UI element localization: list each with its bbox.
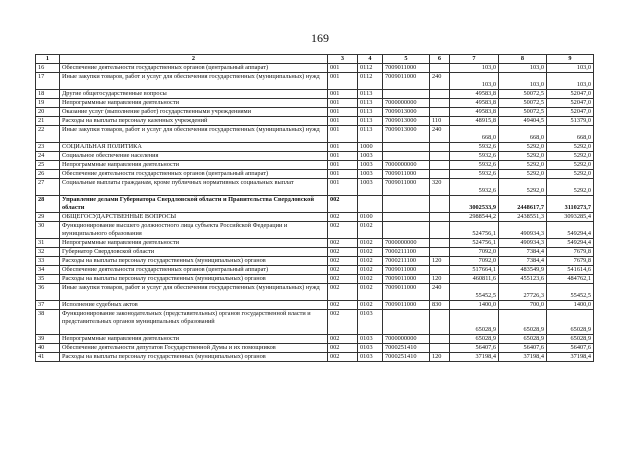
table-cell-n: 36 xyxy=(36,284,60,301)
table-cell-c4 xyxy=(358,196,383,213)
table-cell-c5: 7009011000 xyxy=(383,275,430,284)
table-cell-c5: 7009011000 xyxy=(383,170,430,179)
table-cell-c9: 7679,8 xyxy=(547,248,594,257)
table-cell-c5 xyxy=(383,222,430,239)
table-cell-name: Иные закупки товаров, работ и услуг для обеспечения государственных (муниципальных) нужд xyxy=(60,284,328,301)
table-cell-name: Управление делами Губернатора Свердловской области и Правительства Свердловской области xyxy=(60,196,328,213)
table-cell-c5 xyxy=(383,213,430,222)
table-cell-c5: 7000000000 xyxy=(383,239,430,248)
table-cell-c5: 7000211100 xyxy=(383,248,430,257)
table-cell-n: 19 xyxy=(36,99,60,108)
table-cell-n: 37 xyxy=(36,301,60,310)
table-cell-c3: 001 xyxy=(328,64,358,73)
table-cell-n: 22 xyxy=(36,126,60,143)
table-cell-c9: 52047,0 xyxy=(547,108,594,117)
table-cell-c9: 1400,0 xyxy=(547,301,594,310)
table-cell-c7: 668,0 xyxy=(450,126,499,143)
table-cell-c9: 3110273,7 xyxy=(547,196,594,213)
table-cell-c8: 103,0 xyxy=(499,73,547,90)
table-cell-c8: 5292,0 xyxy=(499,179,547,196)
table-row xyxy=(36,301,594,310)
table-cell-c3: 002 xyxy=(328,239,358,248)
table-cell-name: Непрограммные направления деятельности xyxy=(60,99,328,108)
column-header: 7 xyxy=(450,55,499,64)
table-cell-c4: 0102 xyxy=(358,222,383,239)
table-cell-c5: 7009011000 xyxy=(383,284,430,301)
table-cell-name: Расходы на выплаты персоналу государственных (муниципальных) органов xyxy=(60,353,328,362)
table-cell-n: 41 xyxy=(36,353,60,362)
table-cell-n: 27 xyxy=(36,179,60,196)
table-row xyxy=(36,239,594,248)
table-cell-c7: 7092,0 xyxy=(450,248,499,257)
table-cell-c8: 37198,4 xyxy=(499,353,547,362)
table-cell-c8: 490934,3 xyxy=(499,222,547,239)
table-cell-c9: 541614,6 xyxy=(547,266,594,275)
table-cell-c3: 002 xyxy=(328,213,358,222)
table-cell-c5: 7000000000 xyxy=(383,99,430,108)
table-cell-c6 xyxy=(430,344,450,353)
table-cell-name: Расходы на выплаты персоналу государственных (муниципальных) органов xyxy=(60,275,328,284)
table-cell-c3: 001 xyxy=(328,143,358,152)
table-cell-n: 34 xyxy=(36,266,60,275)
table-cell-c5: 7009013000 xyxy=(383,108,430,117)
table-cell-name: ОБЩЕГОСУДАРСТВЕННЫЕ ВОПРОСЫ xyxy=(60,213,328,222)
column-header: 8 xyxy=(499,55,547,64)
table-cell-c3: 002 xyxy=(328,353,358,362)
table-cell-c8: 65028,9 xyxy=(499,310,547,335)
table-cell-c7: 48915,8 xyxy=(450,117,499,126)
table-cell-c8: 50072,5 xyxy=(499,108,547,117)
table-cell-n: 39 xyxy=(36,335,60,344)
table-cell-c9: 5292,0 xyxy=(547,170,594,179)
table-cell-n: 26 xyxy=(36,170,60,179)
table-cell-c6: 320 xyxy=(430,179,450,196)
table-row xyxy=(36,161,594,170)
table-cell-n: 20 xyxy=(36,108,60,117)
table-row xyxy=(36,117,594,126)
table-cell-name: Расходы на выплаты персоналу казенных учреждений xyxy=(60,117,328,126)
table-cell-c8: 103,0 xyxy=(499,64,547,73)
table-cell-name: Обеспечение деятельности государственных органов (центральный аппарат) xyxy=(60,170,328,179)
table-cell-c7: 5932,6 xyxy=(450,161,499,170)
table-cell-c3: 001 xyxy=(328,108,358,117)
table-cell-c7: 56407,6 xyxy=(450,344,499,353)
table-cell-c6 xyxy=(430,64,450,73)
table-cell-c6 xyxy=(430,170,450,179)
table-cell-c6 xyxy=(430,213,450,222)
table-cell-c7: 65028,9 xyxy=(450,335,499,344)
table-cell-c8: 668,0 xyxy=(499,126,547,143)
table-cell-c8: 27726,3 xyxy=(499,284,547,301)
table-cell-c4: 0112 xyxy=(358,73,383,90)
table-cell-c5: 7009011000 xyxy=(383,73,430,90)
table-cell-c3: 001 xyxy=(328,170,358,179)
table-cell-c8: 2438551,3 xyxy=(499,213,547,222)
column-header: 1 xyxy=(36,55,60,64)
table-row xyxy=(36,257,594,266)
table-cell-c3: 002 xyxy=(328,248,358,257)
table-cell-c9: 65028,9 xyxy=(547,335,594,344)
table-cell-c7: 103,0 xyxy=(450,64,499,73)
table-cell-c6 xyxy=(430,196,450,213)
table-cell-c8: 455123,6 xyxy=(499,275,547,284)
table-cell-c4: 0102 xyxy=(358,266,383,275)
table-cell-name: Исполнение судебных актов xyxy=(60,301,328,310)
table-cell-c3: 001 xyxy=(328,161,358,170)
table-cell-c6 xyxy=(430,99,450,108)
table-cell-c8: 5292,0 xyxy=(499,161,547,170)
table-cell-c4: 0103 xyxy=(358,335,383,344)
table-row xyxy=(36,126,594,143)
table-cell-c6: 240 xyxy=(430,284,450,301)
table-cell-c4: 0102 xyxy=(358,284,383,301)
table-cell-c9: 5292,0 xyxy=(547,143,594,152)
table-cell-name: СОЦИАЛЬНАЯ ПОЛИТИКА xyxy=(60,143,328,152)
table-cell-c4: 1003 xyxy=(358,170,383,179)
table-row xyxy=(36,64,594,73)
table-cell-c5: 7009011000 xyxy=(383,64,430,73)
table-row xyxy=(36,284,594,301)
table-cell-c9: 484762,1 xyxy=(547,275,594,284)
table-cell-name: Социальное обеспечение населения xyxy=(60,152,328,161)
table-cell-c4: 0102 xyxy=(358,239,383,248)
table-row xyxy=(36,152,594,161)
table-cell-c3: 001 xyxy=(328,73,358,90)
table-cell-c9: 103,0 xyxy=(547,64,594,73)
table-cell-name: Обеспечение деятельности государственных органов (центральный аппарат) xyxy=(60,266,328,275)
table-cell-c4: 0100 xyxy=(358,213,383,222)
table-cell-c4: 0103 xyxy=(358,353,383,362)
table-cell-name: Функционирование законодательных (представительных) органов государственной власти и представительных органов муниципальных образований xyxy=(60,310,328,335)
table-row xyxy=(36,275,594,284)
table-cell-c5 xyxy=(383,196,430,213)
table-cell-c4: 1003 xyxy=(358,152,383,161)
table-cell-c7: 37198,4 xyxy=(450,353,499,362)
table-row xyxy=(36,310,594,335)
table-cell-n: 16 xyxy=(36,64,60,73)
table-cell-c4: 1000 xyxy=(358,143,383,152)
table-cell-c4: 0113 xyxy=(358,90,383,99)
table-row xyxy=(36,99,594,108)
table-cell-c5: 7009011000 xyxy=(383,266,430,275)
table-cell-c3: 002 xyxy=(328,275,358,284)
table-cell-c5: 7000211100 xyxy=(383,257,430,266)
table-cell-n: 29 xyxy=(36,213,60,222)
table-cell-c8: 7384,4 xyxy=(499,248,547,257)
table-cell-c5: 7000251410 xyxy=(383,353,430,362)
table-cell-c7: 524756,1 xyxy=(450,239,499,248)
table-row xyxy=(36,90,594,99)
table-cell-n: 33 xyxy=(36,257,60,266)
table-cell-n: 21 xyxy=(36,117,60,126)
table-cell-c4: 0113 xyxy=(358,99,383,108)
table-cell-n: 35 xyxy=(36,275,60,284)
table-cell-c4: 0112 xyxy=(358,64,383,73)
table-cell-c4: 1003 xyxy=(358,179,383,196)
table-cell-c7: 49583,8 xyxy=(450,108,499,117)
table-cell-c3: 002 xyxy=(328,222,358,239)
table-cell-c5 xyxy=(383,90,430,99)
table-row xyxy=(36,179,594,196)
table-cell-c5 xyxy=(383,152,430,161)
table-cell-c3: 002 xyxy=(328,335,358,344)
table-cell-name: Иные закупки товаров, работ и услуг для обеспечения государственных (муниципальных) нужд xyxy=(60,73,328,90)
column-header: 3 xyxy=(328,55,358,64)
table-cell-name: Непрограммные направления деятельности xyxy=(60,161,328,170)
table-cell-c8: 49404,5 xyxy=(499,117,547,126)
table-cell-c6: 120 xyxy=(430,257,450,266)
table-cell-c5 xyxy=(383,310,430,335)
table-cell-c8: 50072,5 xyxy=(499,99,547,108)
table-cell-c7: 1400,0 xyxy=(450,301,499,310)
table-cell-c5: 7000251410 xyxy=(383,344,430,353)
table-cell-name: Губернатор Свердловской области xyxy=(60,248,328,257)
table-cell-n: 32 xyxy=(36,248,60,257)
table-cell-c9: 55452,5 xyxy=(547,284,594,301)
table-cell-c3: 001 xyxy=(328,99,358,108)
table-cell-c8: 490934,3 xyxy=(499,239,547,248)
table-cell-c4: 0102 xyxy=(358,275,383,284)
table-cell-c7: 7092,0 xyxy=(450,257,499,266)
table-cell-c4: 0103 xyxy=(358,344,383,353)
table-cell-c4: 0113 xyxy=(358,126,383,143)
table-cell-n: 28 xyxy=(36,196,60,213)
table-cell-c8: 700,0 xyxy=(499,301,547,310)
table-cell-c8: 50072,5 xyxy=(499,90,547,99)
table-cell-c7: 460811,6 xyxy=(450,275,499,284)
table-cell-c3: 001 xyxy=(328,126,358,143)
table-cell-c3: 002 xyxy=(328,284,358,301)
table-header-row xyxy=(36,55,594,64)
column-header: 6 xyxy=(430,55,450,64)
table-cell-c6 xyxy=(430,108,450,117)
table-cell-c3: 001 xyxy=(328,179,358,196)
table-row xyxy=(36,196,594,213)
table-cell-c7: 65028,9 xyxy=(450,310,499,335)
table-cell-c9: 668,0 xyxy=(547,126,594,143)
table-cell-c3: 002 xyxy=(328,196,358,213)
table-cell-c9: 37198,4 xyxy=(547,353,594,362)
table-row xyxy=(36,213,594,222)
table-cell-c7: 55452,5 xyxy=(450,284,499,301)
table-cell-c6: 120 xyxy=(430,275,450,284)
column-header: 9 xyxy=(547,55,594,64)
table-cell-name: Непрограммные направления деятельности xyxy=(60,239,328,248)
table-cell-c9: 65028,9 xyxy=(547,310,594,335)
table-cell-c5: 7009011000 xyxy=(383,301,430,310)
column-header: 4 xyxy=(358,55,383,64)
budget-table xyxy=(35,54,594,362)
table-cell-name: Социальные выплаты гражданам, кроме публичных нормативных социальных выплат xyxy=(60,179,328,196)
table-cell-c6 xyxy=(430,335,450,344)
table-cell-c6 xyxy=(430,143,450,152)
table-cell-n: 40 xyxy=(36,344,60,353)
table-cell-c6 xyxy=(430,222,450,239)
table-cell-c6 xyxy=(430,266,450,275)
table-cell-c4: 0113 xyxy=(358,108,383,117)
table-cell-c8: 483549,9 xyxy=(499,266,547,275)
table-cell-c7: 2988544,2 xyxy=(450,213,499,222)
table-cell-n: 18 xyxy=(36,90,60,99)
table-cell-c9: 5292,0 xyxy=(547,152,594,161)
table-cell-c8: 5292,0 xyxy=(499,143,547,152)
table-cell-c6 xyxy=(430,239,450,248)
table-cell-c7: 524756,1 xyxy=(450,222,499,239)
table-cell-c7: 517664,1 xyxy=(450,266,499,275)
table-cell-c6 xyxy=(430,152,450,161)
page-number: 169 xyxy=(311,31,329,45)
table-cell-c4: 0102 xyxy=(358,301,383,310)
table-row xyxy=(36,344,594,353)
table-cell-c8: 5292,0 xyxy=(499,170,547,179)
table-cell-c3: 002 xyxy=(328,266,358,275)
table-cell-c4: 0102 xyxy=(358,248,383,257)
column-header: 5 xyxy=(383,55,430,64)
table-cell-n: 25 xyxy=(36,161,60,170)
table-cell-c5: 7000000000 xyxy=(383,335,430,344)
table-cell-name: Расходы на выплаты персоналу государственных (муниципальных) органов xyxy=(60,257,328,266)
table-cell-c3: 002 xyxy=(328,257,358,266)
table-cell-c7: 49583,8 xyxy=(450,99,499,108)
table-cell-name: Обеспечение деятельности депутатов Государственной Думы и их помощников xyxy=(60,344,328,353)
table-cell-c7: 5932,6 xyxy=(450,170,499,179)
table-cell-c9: 52047,0 xyxy=(547,90,594,99)
table-cell-c3: 002 xyxy=(328,310,358,335)
table-cell-n: 17 xyxy=(36,73,60,90)
table-cell-c8: 5292,0 xyxy=(499,152,547,161)
table-cell-c3: 001 xyxy=(328,152,358,161)
table-cell-name: Непрограммные направления деятельности xyxy=(60,335,328,344)
table-cell-n: 31 xyxy=(36,239,60,248)
table-cell-c7: 49583,8 xyxy=(450,90,499,99)
table-cell-c9: 7679,8 xyxy=(547,257,594,266)
table-cell-c3: 001 xyxy=(328,90,358,99)
table-cell-c6 xyxy=(430,248,450,257)
table-cell-c4: 0103 xyxy=(358,310,383,335)
table-cell-n: 30 xyxy=(36,222,60,239)
table-cell-c6 xyxy=(430,161,450,170)
table-cell-c7: 3002533,9 xyxy=(450,196,499,213)
table-cell-c5: 7000000000 xyxy=(383,161,430,170)
table-cell-name: Обеспечение деятельности государственных органов (центральный аппарат) xyxy=(60,64,328,73)
table-cell-c4: 0102 xyxy=(358,257,383,266)
table-cell-name: Иные закупки товаров, работ и услуг для обеспечения государственных (муниципальных) нужд xyxy=(60,126,328,143)
table-cell-n: 24 xyxy=(36,152,60,161)
table-cell-c9: 52047,0 xyxy=(547,99,594,108)
table-cell-c8: 65028,9 xyxy=(499,335,547,344)
table-cell-c8: 2448617,7 xyxy=(499,196,547,213)
table-cell-c6: 120 xyxy=(430,353,450,362)
table-cell-c9: 549294,4 xyxy=(547,222,594,239)
table-row xyxy=(36,222,594,239)
table-cell-c3: 002 xyxy=(328,344,358,353)
table-cell-c6 xyxy=(430,90,450,99)
table-cell-name: Функционирование высшего должностного лица субъекта Российской Федерации и муниципального образования xyxy=(60,222,328,239)
table-cell-c3: 002 xyxy=(328,301,358,310)
table-cell-c9: 51379,0 xyxy=(547,117,594,126)
table-cell-c6: 240 xyxy=(430,73,450,90)
table-row xyxy=(36,170,594,179)
table-cell-c8: 56407,6 xyxy=(499,344,547,353)
table-cell-c7: 103,0 xyxy=(450,73,499,90)
column-header: 2 xyxy=(60,55,328,64)
table-cell-c5: 7009011000 xyxy=(383,179,430,196)
table-cell-c9: 3093285,4 xyxy=(547,213,594,222)
table-cell-c5: 7009013000 xyxy=(383,126,430,143)
table-row xyxy=(36,143,594,152)
table-cell-c6 xyxy=(430,310,450,335)
table-cell-c9: 103,0 xyxy=(547,73,594,90)
table-cell-c9: 549294,4 xyxy=(547,239,594,248)
table-cell-c9: 5292,0 xyxy=(547,161,594,170)
table-cell-c9: 56407,6 xyxy=(547,344,594,353)
table-cell-c6: 240 xyxy=(430,126,450,143)
table-cell-c7: 5932,6 xyxy=(450,152,499,161)
table-cell-c7: 5932,6 xyxy=(450,179,499,196)
table-cell-c5 xyxy=(383,143,430,152)
table-cell-c9: 5292,0 xyxy=(547,179,594,196)
table-cell-c4: 1003 xyxy=(358,161,383,170)
table-row xyxy=(36,73,594,90)
table-cell-n: 23 xyxy=(36,143,60,152)
table-cell-c6: 110 xyxy=(430,117,450,126)
table-cell-c3: 001 xyxy=(328,117,358,126)
table-cell-c6: 830 xyxy=(430,301,450,310)
table-row xyxy=(36,108,594,117)
table-cell-name: Оказание услуг (выполнение работ) государственными учреждениями xyxy=(60,108,328,117)
table-cell-c4: 0113 xyxy=(358,117,383,126)
table-cell-c8: 7384,4 xyxy=(499,257,547,266)
table-cell-c5: 7009013000 xyxy=(383,117,430,126)
table-cell-n: 38 xyxy=(36,310,60,335)
table-cell-c7: 5932,6 xyxy=(450,143,499,152)
table-cell-name: Другие общегосударственные вопросы xyxy=(60,90,328,99)
table-row xyxy=(36,266,594,275)
table-row xyxy=(36,248,594,257)
table-row xyxy=(36,353,594,362)
table-row xyxy=(36,335,594,344)
